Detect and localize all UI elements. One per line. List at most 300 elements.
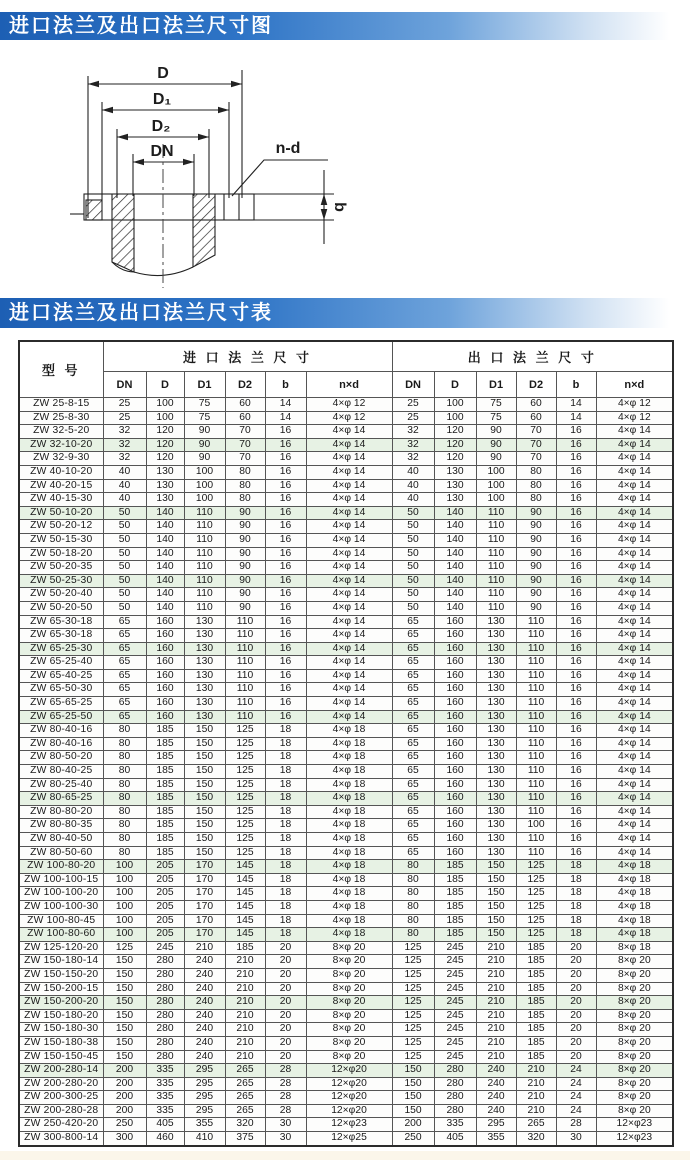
value-cell: 90 bbox=[184, 452, 225, 466]
value-cell: 4×φ 14 bbox=[306, 601, 392, 615]
nd-leader-line bbox=[232, 160, 328, 196]
value-cell: 65 bbox=[392, 737, 434, 751]
model-cell: ZW 250-420-20 bbox=[19, 1118, 103, 1132]
value-cell: 16 bbox=[556, 697, 596, 711]
value-cell: 200 bbox=[103, 1104, 146, 1118]
table-row bbox=[19, 914, 673, 928]
value-cell: 80 bbox=[103, 846, 146, 860]
page-bottom-strip bbox=[0, 1151, 690, 1160]
value-cell: 16 bbox=[265, 629, 306, 643]
value-cell: 185 bbox=[146, 724, 184, 738]
dim-label-D1: D₁ bbox=[152, 91, 172, 108]
value-cell: 20 bbox=[556, 982, 596, 996]
value-cell: 145 bbox=[225, 928, 265, 942]
value-cell: 210 bbox=[225, 1050, 265, 1064]
value-cell: 110 bbox=[476, 574, 516, 588]
value-cell: 185 bbox=[146, 792, 184, 806]
value-cell: 16 bbox=[556, 656, 596, 670]
table-row bbox=[19, 533, 673, 547]
value-cell: 4×φ 14 bbox=[306, 697, 392, 711]
value-cell: 65 bbox=[392, 805, 434, 819]
value-cell: 280 bbox=[146, 1009, 184, 1023]
value-cell: 18 bbox=[556, 860, 596, 874]
value-cell: 18 bbox=[265, 737, 306, 751]
value-cell: 160 bbox=[146, 683, 184, 697]
value-cell: 205 bbox=[146, 900, 184, 914]
table-row bbox=[19, 411, 673, 425]
column-header: D bbox=[434, 372, 476, 398]
model-cell: ZW 200-280-20 bbox=[19, 1077, 103, 1091]
table-row bbox=[19, 438, 673, 452]
value-cell: 130 bbox=[184, 615, 225, 629]
value-cell: 30 bbox=[265, 1118, 306, 1132]
value-cell: 130 bbox=[146, 465, 184, 479]
value-cell: 140 bbox=[434, 520, 476, 534]
value-cell: 170 bbox=[184, 873, 225, 887]
model-cell: ZW 65-65-25 bbox=[19, 697, 103, 711]
value-cell: 20 bbox=[556, 1009, 596, 1023]
value-cell: 16 bbox=[556, 588, 596, 602]
value-cell: 210 bbox=[476, 1036, 516, 1050]
value-cell: 110 bbox=[184, 588, 225, 602]
value-cell: 8×φ 20 bbox=[596, 1064, 673, 1078]
page-title-diagram: 进口法兰及出口法兰尺寸图 bbox=[0, 12, 690, 40]
dim-label-nd: n-d bbox=[275, 140, 301, 157]
value-cell: 125 bbox=[225, 833, 265, 847]
table-row bbox=[19, 697, 673, 711]
value-cell: 205 bbox=[146, 860, 184, 874]
value-cell: 250 bbox=[392, 1132, 434, 1146]
value-cell: 160 bbox=[146, 642, 184, 656]
value-cell: 16 bbox=[556, 724, 596, 738]
value-cell: 125 bbox=[516, 860, 556, 874]
value-cell: 4×φ 14 bbox=[596, 737, 673, 751]
value-cell: 100 bbox=[103, 873, 146, 887]
value-cell: 280 bbox=[434, 1091, 476, 1105]
value-cell: 25 bbox=[103, 398, 146, 412]
value-cell: 110 bbox=[184, 506, 225, 520]
value-cell: 4×φ 14 bbox=[596, 819, 673, 833]
value-cell: 80 bbox=[103, 737, 146, 751]
value-cell: 4×φ 14 bbox=[596, 792, 673, 806]
value-cell: 100 bbox=[184, 465, 225, 479]
model-cell: ZW 40-15-30 bbox=[19, 493, 103, 507]
value-cell: 130 bbox=[476, 792, 516, 806]
value-cell: 160 bbox=[434, 683, 476, 697]
value-cell: 65 bbox=[103, 642, 146, 656]
value-cell: 75 bbox=[184, 411, 225, 425]
value-cell: 12×φ23 bbox=[596, 1118, 673, 1132]
model-cell: ZW 150-180-20 bbox=[19, 1009, 103, 1023]
value-cell: 60 bbox=[516, 411, 556, 425]
value-cell: 110 bbox=[516, 751, 556, 765]
value-cell: 120 bbox=[146, 452, 184, 466]
value-cell: 4×φ 14 bbox=[596, 574, 673, 588]
flange-diagram-area bbox=[0, 40, 690, 292]
value-cell: 18 bbox=[265, 928, 306, 942]
value-cell: 40 bbox=[103, 465, 146, 479]
value-cell: 50 bbox=[103, 561, 146, 575]
value-cell: 240 bbox=[184, 982, 225, 996]
value-cell: 90 bbox=[516, 588, 556, 602]
value-cell: 4×φ 18 bbox=[306, 805, 392, 819]
value-cell: 160 bbox=[146, 615, 184, 629]
value-cell: 245 bbox=[434, 968, 476, 982]
page-title-table: 进口法兰及出口法兰尺寸表 bbox=[0, 298, 690, 328]
value-cell: 240 bbox=[476, 1064, 516, 1078]
column-header: D bbox=[146, 372, 184, 398]
value-cell: 125 bbox=[516, 900, 556, 914]
value-cell: 205 bbox=[146, 887, 184, 901]
value-cell: 16 bbox=[556, 452, 596, 466]
value-cell: 4×φ 14 bbox=[306, 452, 392, 466]
value-cell: 12×φ23 bbox=[306, 1118, 392, 1132]
value-cell: 160 bbox=[434, 710, 476, 724]
model-cell: ZW 32-5-20 bbox=[19, 425, 103, 439]
model-cell: ZW 80-40-16 bbox=[19, 737, 103, 751]
value-cell: 110 bbox=[225, 615, 265, 629]
value-cell: 8×φ 20 bbox=[306, 1009, 392, 1023]
value-cell: 4×φ 14 bbox=[306, 683, 392, 697]
value-cell: 335 bbox=[146, 1064, 184, 1078]
value-cell: 110 bbox=[516, 710, 556, 724]
value-cell: 110 bbox=[516, 792, 556, 806]
value-cell: 75 bbox=[184, 398, 225, 412]
value-cell: 125 bbox=[392, 941, 434, 955]
value-cell: 150 bbox=[103, 1023, 146, 1037]
value-cell: 160 bbox=[434, 629, 476, 643]
value-cell: 245 bbox=[434, 1050, 476, 1064]
value-cell: 60 bbox=[225, 411, 265, 425]
value-cell: 65 bbox=[392, 846, 434, 860]
table-row bbox=[19, 1064, 673, 1078]
value-cell: 4×φ 14 bbox=[306, 669, 392, 683]
value-cell: 160 bbox=[434, 778, 476, 792]
value-cell: 65 bbox=[392, 615, 434, 629]
value-cell: 4×φ 18 bbox=[306, 928, 392, 942]
value-cell: 8×φ 20 bbox=[596, 982, 673, 996]
table-row bbox=[19, 1036, 673, 1050]
value-cell: 20 bbox=[265, 1050, 306, 1064]
value-cell: 110 bbox=[225, 697, 265, 711]
value-cell: 4×φ 18 bbox=[596, 914, 673, 928]
model-cell: ZW 50-20-40 bbox=[19, 588, 103, 602]
table-row bbox=[19, 588, 673, 602]
value-cell: 125 bbox=[225, 778, 265, 792]
value-cell: 160 bbox=[146, 656, 184, 670]
value-cell: 4×φ 14 bbox=[596, 479, 673, 493]
column-header: D1 bbox=[184, 372, 225, 398]
value-cell: 185 bbox=[225, 941, 265, 955]
value-cell: 110 bbox=[516, 778, 556, 792]
value-cell: 160 bbox=[434, 669, 476, 683]
value-cell: 125 bbox=[392, 996, 434, 1010]
value-cell: 50 bbox=[103, 588, 146, 602]
value-cell: 125 bbox=[225, 805, 265, 819]
model-cell: ZW 100-100-30 bbox=[19, 900, 103, 914]
value-cell: 185 bbox=[516, 955, 556, 969]
value-cell: 185 bbox=[516, 1009, 556, 1023]
value-cell: 14 bbox=[265, 411, 306, 425]
model-cell: ZW 150-150-20 bbox=[19, 968, 103, 982]
value-cell: 50 bbox=[103, 533, 146, 547]
value-cell: 4×φ 14 bbox=[596, 724, 673, 738]
value-cell: 280 bbox=[146, 982, 184, 996]
value-cell: 14 bbox=[556, 411, 596, 425]
value-cell: 4×φ 14 bbox=[596, 697, 673, 711]
value-cell: 160 bbox=[434, 737, 476, 751]
value-cell: 140 bbox=[146, 547, 184, 561]
value-cell: 150 bbox=[184, 846, 225, 860]
value-cell: 130 bbox=[476, 642, 516, 656]
value-cell: 130 bbox=[184, 669, 225, 683]
value-cell: 4×φ 14 bbox=[596, 615, 673, 629]
value-cell: 4×φ 14 bbox=[596, 642, 673, 656]
table-row bbox=[19, 737, 673, 751]
table-row bbox=[19, 1077, 673, 1091]
value-cell: 110 bbox=[184, 547, 225, 561]
value-cell: 160 bbox=[434, 751, 476, 765]
value-cell: 16 bbox=[556, 533, 596, 547]
value-cell: 130 bbox=[434, 479, 476, 493]
value-cell: 25 bbox=[392, 411, 434, 425]
value-cell: 150 bbox=[184, 792, 225, 806]
value-cell: 210 bbox=[516, 1091, 556, 1105]
value-cell: 100 bbox=[103, 887, 146, 901]
value-cell: 80 bbox=[516, 479, 556, 493]
value-cell: 130 bbox=[476, 669, 516, 683]
value-cell: 16 bbox=[556, 601, 596, 615]
value-cell: 16 bbox=[556, 819, 596, 833]
value-cell: 185 bbox=[434, 900, 476, 914]
model-cell: ZW 50-20-12 bbox=[19, 520, 103, 534]
value-cell: 4×φ 14 bbox=[596, 533, 673, 547]
value-cell: 4×φ 14 bbox=[596, 805, 673, 819]
value-cell: 265 bbox=[225, 1104, 265, 1118]
value-cell: 150 bbox=[184, 724, 225, 738]
model-cell: ZW 100-100-20 bbox=[19, 887, 103, 901]
value-cell: 110 bbox=[516, 642, 556, 656]
value-cell: 20 bbox=[556, 1050, 596, 1064]
value-cell: 150 bbox=[184, 833, 225, 847]
value-cell: 100 bbox=[184, 493, 225, 507]
value-cell: 24 bbox=[556, 1104, 596, 1118]
value-cell: 4×φ 14 bbox=[306, 615, 392, 629]
table-row bbox=[19, 833, 673, 847]
table-row bbox=[19, 982, 673, 996]
value-cell: 50 bbox=[392, 574, 434, 588]
value-cell: 16 bbox=[556, 493, 596, 507]
value-cell: 110 bbox=[225, 629, 265, 643]
value-cell: 410 bbox=[184, 1132, 225, 1146]
model-cell: ZW 32-9-30 bbox=[19, 452, 103, 466]
value-cell: 110 bbox=[184, 533, 225, 547]
value-cell: 80 bbox=[392, 928, 434, 942]
value-cell: 280 bbox=[146, 1023, 184, 1037]
value-cell: 4×φ 18 bbox=[596, 928, 673, 942]
value-cell: 50 bbox=[103, 574, 146, 588]
value-cell: 110 bbox=[516, 656, 556, 670]
value-cell: 210 bbox=[225, 1036, 265, 1050]
table-row bbox=[19, 887, 673, 901]
value-cell: 4×φ 18 bbox=[596, 900, 673, 914]
value-cell: 50 bbox=[392, 506, 434, 520]
value-cell: 20 bbox=[556, 1023, 596, 1037]
model-cell: ZW 50-15-30 bbox=[19, 533, 103, 547]
value-cell: 16 bbox=[265, 710, 306, 724]
model-cell: ZW 65-30-18 bbox=[19, 615, 103, 629]
value-cell: 150 bbox=[103, 1036, 146, 1050]
value-cell: 100 bbox=[103, 900, 146, 914]
value-cell: 280 bbox=[146, 996, 184, 1010]
value-cell: 90 bbox=[184, 425, 225, 439]
value-cell: 460 bbox=[146, 1132, 184, 1146]
value-cell: 65 bbox=[392, 683, 434, 697]
model-cell: ZW 80-25-40 bbox=[19, 778, 103, 792]
model-cell: ZW 50-18-20 bbox=[19, 547, 103, 561]
inlet-group-header: 进 口 法 兰 尺 寸 bbox=[103, 341, 392, 372]
value-cell: 4×φ 14 bbox=[306, 465, 392, 479]
value-cell: 80 bbox=[392, 887, 434, 901]
value-cell: 4×φ 18 bbox=[596, 873, 673, 887]
value-cell: 125 bbox=[225, 765, 265, 779]
value-cell: 110 bbox=[184, 520, 225, 534]
value-cell: 90 bbox=[225, 533, 265, 547]
value-cell: 65 bbox=[103, 656, 146, 670]
value-cell: 110 bbox=[476, 588, 516, 602]
value-cell: 140 bbox=[146, 574, 184, 588]
value-cell: 65 bbox=[103, 697, 146, 711]
model-cell: ZW 80-50-20 bbox=[19, 751, 103, 765]
value-cell: 16 bbox=[556, 833, 596, 847]
table-row bbox=[19, 398, 673, 412]
value-cell: 210 bbox=[476, 955, 516, 969]
value-cell: 4×φ 14 bbox=[596, 846, 673, 860]
value-cell: 65 bbox=[392, 669, 434, 683]
value-cell: 80 bbox=[516, 465, 556, 479]
table-row bbox=[19, 520, 673, 534]
value-cell: 75 bbox=[476, 411, 516, 425]
value-cell: 16 bbox=[556, 547, 596, 561]
model-cell: ZW 200-280-28 bbox=[19, 1104, 103, 1118]
value-cell: 100 bbox=[476, 465, 516, 479]
value-cell: 16 bbox=[265, 601, 306, 615]
value-cell: 240 bbox=[476, 1091, 516, 1105]
value-cell: 65 bbox=[392, 710, 434, 724]
value-cell: 4×φ 14 bbox=[596, 778, 673, 792]
value-cell: 4×φ 18 bbox=[306, 833, 392, 847]
value-cell: 245 bbox=[434, 1023, 476, 1037]
value-cell: 12×φ23 bbox=[596, 1132, 673, 1146]
value-cell: 130 bbox=[476, 737, 516, 751]
value-cell: 65 bbox=[103, 710, 146, 724]
model-cell: ZW 50-20-50 bbox=[19, 601, 103, 615]
value-cell: 90 bbox=[516, 601, 556, 615]
value-cell: 240 bbox=[184, 955, 225, 969]
value-cell: 110 bbox=[225, 642, 265, 656]
value-cell: 210 bbox=[476, 1050, 516, 1064]
value-cell: 125 bbox=[392, 1050, 434, 1064]
table-row bbox=[19, 629, 673, 643]
value-cell: 65 bbox=[392, 778, 434, 792]
value-cell: 4×φ 18 bbox=[306, 846, 392, 860]
value-cell: 80 bbox=[392, 900, 434, 914]
value-cell: 110 bbox=[516, 737, 556, 751]
value-cell: 80 bbox=[103, 765, 146, 779]
value-cell: 12×φ20 bbox=[306, 1064, 392, 1078]
value-cell: 90 bbox=[516, 520, 556, 534]
value-cell: 4×φ 14 bbox=[596, 765, 673, 779]
value-cell: 150 bbox=[103, 968, 146, 982]
value-cell: 150 bbox=[103, 996, 146, 1010]
value-cell: 32 bbox=[103, 425, 146, 439]
value-cell: 150 bbox=[184, 805, 225, 819]
value-cell: 205 bbox=[146, 928, 184, 942]
value-cell: 16 bbox=[556, 438, 596, 452]
value-cell: 4×φ 14 bbox=[306, 425, 392, 439]
value-cell: 4×φ 12 bbox=[306, 398, 392, 412]
value-cell: 130 bbox=[434, 465, 476, 479]
value-cell: 4×φ 14 bbox=[596, 751, 673, 765]
value-cell: 160 bbox=[434, 833, 476, 847]
value-cell: 160 bbox=[434, 846, 476, 860]
value-cell: 200 bbox=[103, 1077, 146, 1091]
value-cell: 16 bbox=[265, 506, 306, 520]
value-cell: 125 bbox=[225, 846, 265, 860]
value-cell: 145 bbox=[225, 873, 265, 887]
dim-label-D: D bbox=[157, 65, 169, 82]
value-cell: 8×φ 20 bbox=[306, 1050, 392, 1064]
value-cell: 210 bbox=[225, 968, 265, 982]
table-row bbox=[19, 900, 673, 914]
value-cell: 20 bbox=[556, 996, 596, 1010]
value-cell: 50 bbox=[392, 547, 434, 561]
value-cell: 4×φ 18 bbox=[306, 914, 392, 928]
value-cell: 4×φ 18 bbox=[306, 751, 392, 765]
model-cell: ZW 200-300-25 bbox=[19, 1091, 103, 1105]
value-cell: 18 bbox=[265, 833, 306, 847]
table-row bbox=[19, 710, 673, 724]
value-cell: 40 bbox=[392, 479, 434, 493]
value-cell: 120 bbox=[146, 425, 184, 439]
value-cell: 16 bbox=[556, 479, 596, 493]
column-header: D2 bbox=[516, 372, 556, 398]
value-cell: 70 bbox=[516, 452, 556, 466]
value-cell: 295 bbox=[184, 1077, 225, 1091]
value-cell: 80 bbox=[392, 914, 434, 928]
value-cell: 150 bbox=[476, 900, 516, 914]
model-cell: ZW 65-25-30 bbox=[19, 642, 103, 656]
value-cell: 50 bbox=[392, 520, 434, 534]
value-cell: 20 bbox=[265, 1023, 306, 1037]
value-cell: 90 bbox=[225, 547, 265, 561]
value-cell: 185 bbox=[434, 914, 476, 928]
value-cell: 50 bbox=[392, 601, 434, 615]
value-cell: 150 bbox=[392, 1104, 434, 1118]
value-cell: 240 bbox=[184, 968, 225, 982]
value-cell: 140 bbox=[146, 520, 184, 534]
value-cell: 140 bbox=[434, 601, 476, 615]
value-cell: 8×φ 20 bbox=[596, 1023, 673, 1037]
value-cell: 150 bbox=[184, 819, 225, 833]
column-header: D1 bbox=[476, 372, 516, 398]
value-cell: 110 bbox=[225, 683, 265, 697]
value-cell: 110 bbox=[476, 533, 516, 547]
value-cell: 120 bbox=[434, 438, 476, 452]
value-cell: 4×φ 18 bbox=[596, 860, 673, 874]
value-cell: 405 bbox=[434, 1132, 476, 1146]
value-cell: 4×φ 14 bbox=[596, 438, 673, 452]
